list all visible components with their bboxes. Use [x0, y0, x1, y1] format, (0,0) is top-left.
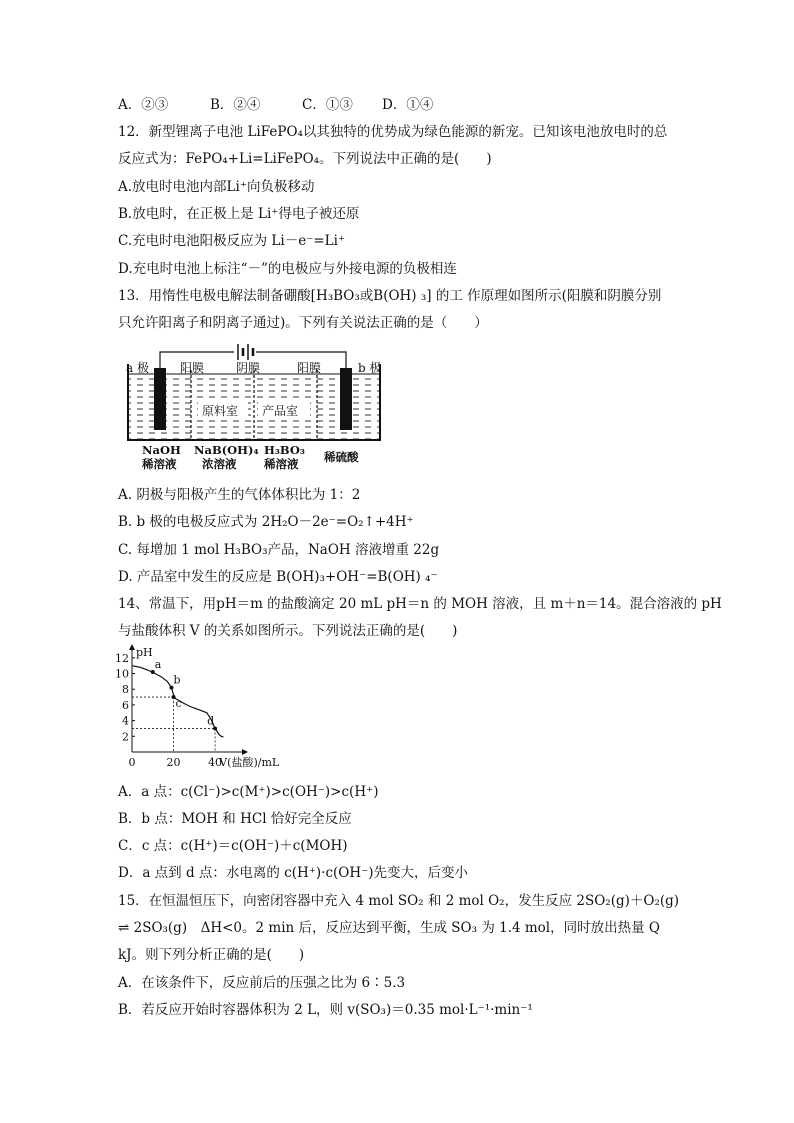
q12-option-d: D.充电时电池上标注“－”的电极应与外接电源的负极相连	[118, 261, 457, 277]
q14-option-c: C．c 点：c(H⁺)＝c(OH⁻)＋c(MOH)	[118, 838, 348, 854]
solution-2-desc: 浓溶液	[202, 457, 237, 471]
q12-option-c: C.充电时电池阳极反应为 Li－e⁻=Li⁺	[118, 233, 346, 249]
electrode-a	[154, 368, 166, 430]
y-tick-label: 6	[122, 698, 129, 712]
electrode-b	[340, 368, 352, 430]
y-tick-label: 2	[122, 730, 129, 744]
q13-option-a: A. 阴极与阳极产生的气体体积比为 1：2	[118, 487, 361, 503]
origin-label: 0	[128, 756, 136, 769]
y-tick-label: 8	[122, 683, 129, 697]
solution-1-desc: 稀溶液	[142, 457, 177, 471]
q14-option-a: A．a 点：c(Cl⁻)>c(M⁺)>c(OH⁻)>c(H⁺)	[118, 784, 379, 800]
x-axis-arrow	[242, 749, 248, 755]
membrane-1-label: 阳膜	[180, 361, 205, 375]
chamber-1-label: 原料室	[202, 404, 239, 418]
q15-option-b: B．若反应开始时容器体积为 2 L，则 v(SO₃)＝0.35 mol·L⁻¹·min⁻¹	[118, 1002, 533, 1018]
point-label-b: b	[173, 673, 181, 687]
q12-stem-line1: 12．新型锂离子电池 LiFePO₄以其独特的优势成为绿色能源的新宠。已知该电池放电时的总	[118, 124, 668, 140]
q14-option-d: D．a 点到 d 点：水电离的 c(H⁺)·c(OH⁻)先变大，后变小	[118, 865, 469, 881]
y-tick-label: 12	[115, 651, 129, 665]
q11-option-d: D．①④	[382, 97, 434, 113]
electrolysis-cell-figure	[124, 340, 384, 472]
solution-3-name: H₃BO₃	[264, 443, 305, 457]
q11-options	[118, 95, 688, 115]
electrode-b-label: b 极	[358, 361, 382, 375]
electrolysis-cell-svg	[124, 340, 384, 472]
solution-4-name: 稀硫酸	[324, 450, 359, 464]
titration-chart-svg	[110, 644, 310, 776]
q15-stem-line2: ⇌ 2SO₃(g) ΔH<0。2 min 后，反应达到平衡，生成 SO₃ 为 1.4 mol，同时放出热量 Q	[118, 920, 660, 936]
q14-stem-line2: 与盐酸体积 V 的关系如图所示。下列说法正确的是( )	[118, 623, 458, 639]
solution-2-name: NaB(OH)₄	[194, 443, 259, 457]
q12-stem-line2: 反应式为：FePO₄+Li=LiFePO₄。下列说法中正确的是( )	[118, 151, 492, 167]
q11-option-c: C．①③	[302, 97, 353, 113]
x-tick-label: 20	[166, 756, 181, 769]
point-label-d: d	[207, 714, 215, 728]
q13-option-d: D. 产品室中发生的反应是 B(OH)₃+OH⁻=B(OH) ₄⁻	[118, 569, 438, 585]
q13-option-c: C. 每增加 1 mol H₃BO₃产品，NaOH 溶液增重 22g	[118, 542, 440, 558]
q13-stem-line1: 13．用惰性电极电解法制备硼酸[H₃BO₃或B(OH) ₃] 的工 作原理如图所示(阳膜和阴膜分别	[118, 288, 662, 304]
q14-stem-line1: 14、常温下，用pH＝m 的盐酸滴定 20 mL pH＝n 的 MOH 溶液，且 m＋n＝14。混合溶液的 pH	[118, 596, 722, 612]
q14-option-b: B．b 点：MOH 和 HCl 恰好完全反应	[118, 811, 352, 827]
q15-stem-line3: kJ。则下列分析正确的是( )	[118, 947, 305, 963]
q11-option-a: A．②③	[118, 97, 169, 113]
electrode-a-label: a 极	[126, 361, 149, 375]
y-tick-label: 10	[115, 667, 129, 681]
membrane-3-label: 阳膜	[297, 361, 322, 375]
q11-option-b: B．②④	[210, 97, 261, 113]
y-axis-label: pH	[136, 646, 153, 659]
y-tick-label: 4	[122, 714, 129, 728]
q13-stem-line2: 只允许阳离子和阴离子通过)。下列有关说法正确的是（ ）	[118, 315, 488, 331]
y-axis-arrow	[129, 644, 135, 650]
q13-option-b: B. b 极的电极反应式为 2H₂O－2e⁻=O₂↑+4H⁺	[118, 514, 414, 530]
point-label-c: c	[175, 697, 182, 711]
point-label-a: a	[154, 657, 162, 671]
q15-stem-line1: 15．在恒温恒压下，向密闭容器中充入 4 mol SO₂ 和 2 mol O₂，发生反应 2SO₂(g)＋O₂(g)	[118, 893, 680, 909]
solution-3-desc: 稀溶液	[264, 457, 299, 471]
solution-1-name: NaOH	[142, 443, 181, 457]
membrane-2-label: 阴膜	[236, 361, 261, 375]
x-tick-label: 40	[208, 756, 223, 769]
titration-chart	[110, 644, 310, 776]
q12-option-b: B.放电时，在正极上是 Li⁺得电子被还原	[118, 206, 360, 222]
x-axis-label: V(盐酸)/mL	[219, 756, 280, 769]
q12-option-a: A.放电时电池内部Li⁺向负极移动	[118, 179, 315, 195]
chamber-2-label: 产品室	[262, 404, 299, 418]
q15-option-a: A．在该条件下，反应前后的压强之比为 6∶5.3	[118, 975, 406, 991]
